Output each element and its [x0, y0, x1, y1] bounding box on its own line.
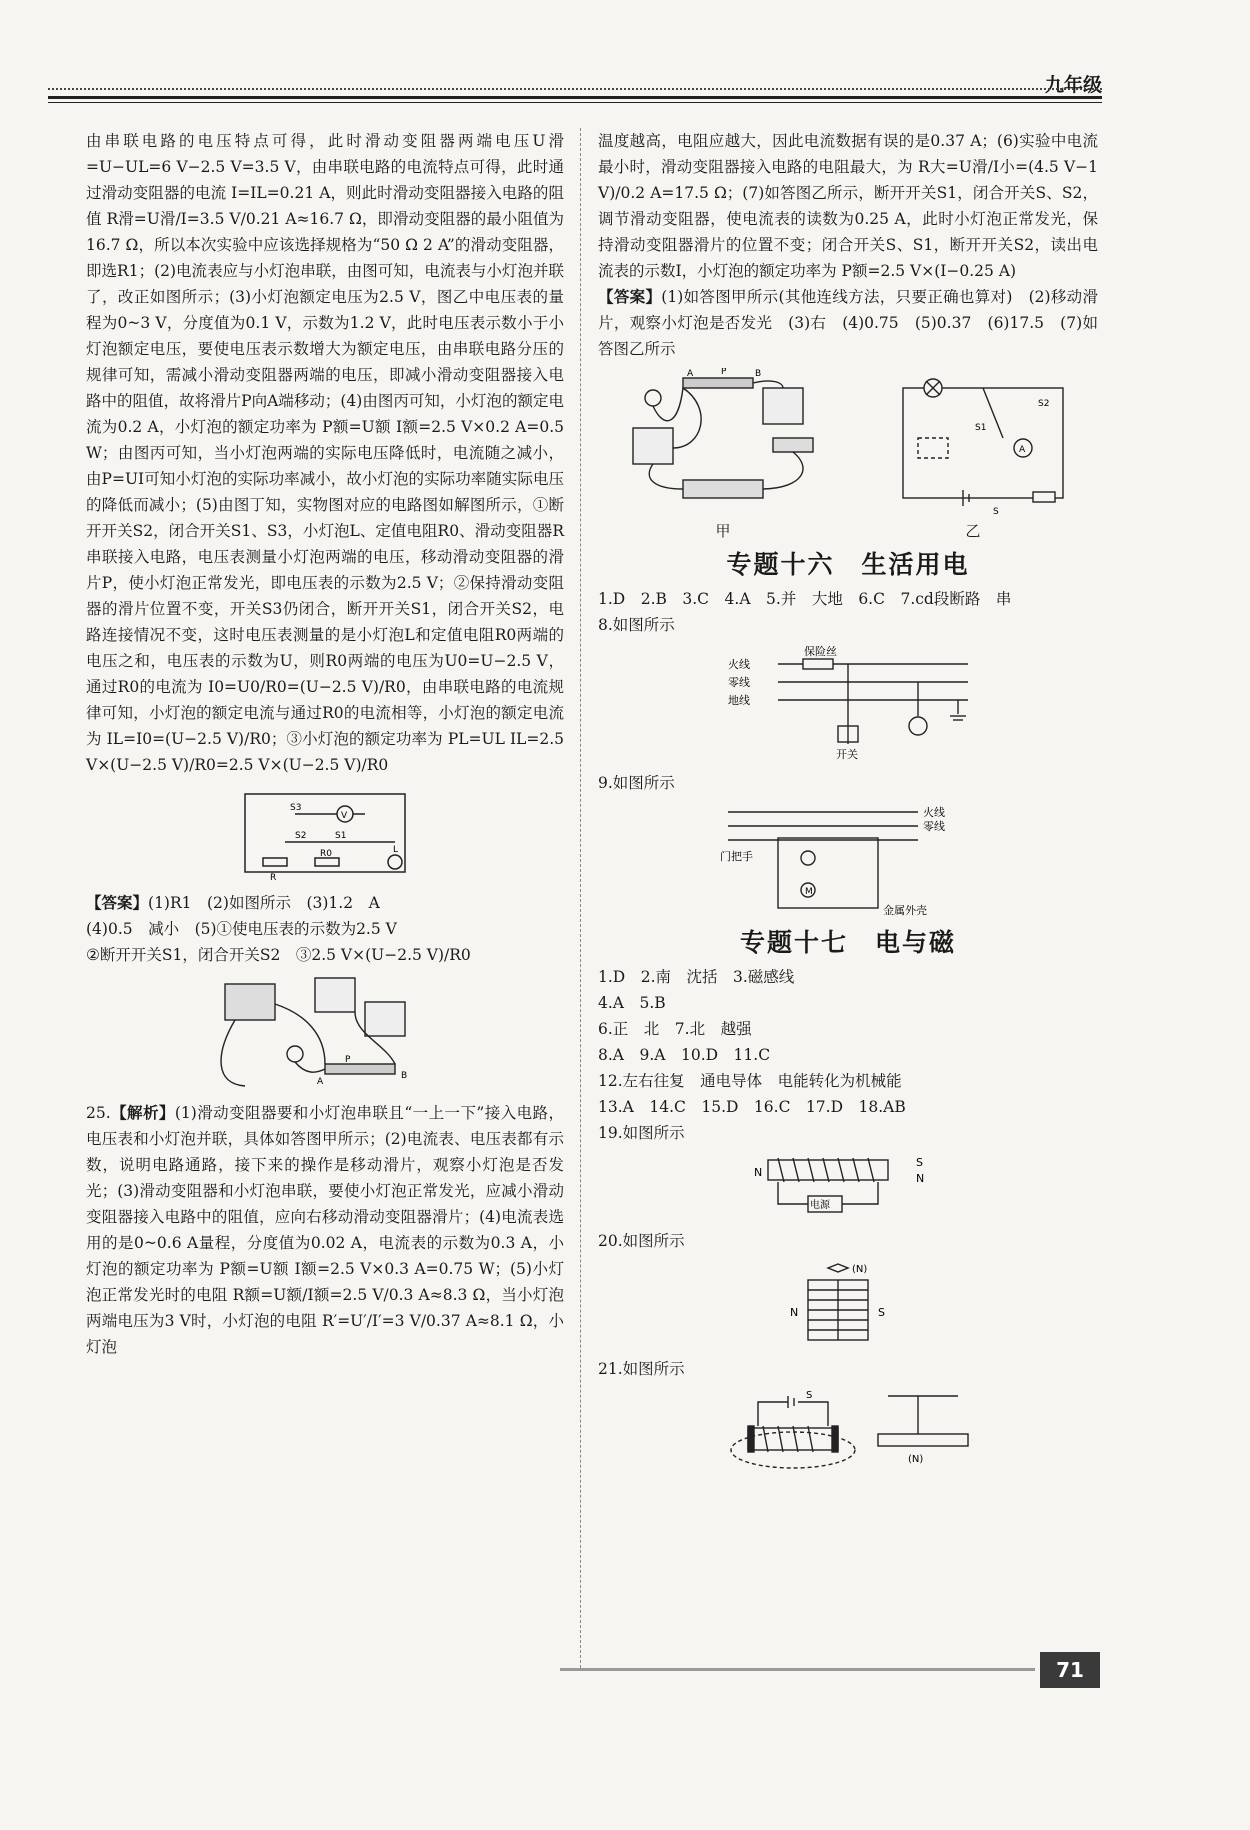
label-s-21: S	[806, 1390, 813, 1401]
label-n-21: (N)	[908, 1454, 924, 1465]
topic-17-line: 6.正 北 7.北 越强	[598, 1020, 752, 1038]
svg-text:R: R	[270, 873, 277, 883]
answer-text: (1)如答图甲所示(其他连线方法，只要正确也算对) (2)移动滑片，观察小灯泡是否发光 (3)右 (4)0.75 (5)0.37 (6)17.5 (7)如答图乙所示	[598, 288, 1098, 358]
grade-label: 九年级	[1044, 74, 1102, 96]
svg-text:A: A	[687, 369, 694, 379]
answer-tag: 【答案】	[598, 287, 662, 306]
svg-text:S1: S1	[975, 423, 987, 433]
header-dotted-rule	[48, 88, 1102, 90]
label-neutral-wire-9: 零线	[923, 820, 945, 833]
svg-text:L: L	[393, 845, 399, 855]
physical-circuit-illustration	[205, 974, 445, 1094]
label-power-source: 电源	[810, 1200, 830, 1211]
question-8: 8.如图所示	[598, 616, 675, 634]
figure-jia-physical-circuit	[623, 368, 843, 518]
answer-block-24	[86, 890, 564, 968]
header-rule	[48, 96, 1102, 99]
question-21: 21.如图所示	[598, 1360, 685, 1378]
question-9: 9.如图所示	[598, 774, 675, 792]
answer-line: ②断开开关S1，闭合开关S2 ③2.5 V×(U−2.5 V)/R0	[86, 946, 471, 964]
label-n2-19: N	[916, 1172, 925, 1185]
footer-rule	[560, 1668, 1035, 1671]
solution-text-25	[86, 1100, 564, 1360]
svg-text:S: S	[993, 507, 999, 517]
label-s-20: S	[878, 1306, 885, 1319]
analysis-text: (1)滑动变阻器要和小灯泡串联且“一上一下”接入电路，电压表和小灯泡并联，具体如答图甲所示；(2)电流表、电压表都有示数，说明电路通路，接下来的操作是移动滑片，观察小灯泡是否发光；(3)滑动变阻器和小灯泡串联，要使小灯泡正常发光，应减小滑动变阻器接入电路中的阻值，应向右移动滑动变阻器滑片；(4)电流表选用的是0~0.6 A量程，分度值为0.02 A，电流表的示数为0.3 A，小灯泡的额定功率为 P额=U额 I额=2.5 V×0.3 A=0.75 W；(5)小灯泡正常发光时的电阻 R额=U额/I额=2.5 V/0.3 A≈8.3 Ω，当小灯泡两端电压为3 V时，小灯泡的电阻 R′=U′/I′=3 V/0.37 A≈8.1 Ω，小灯泡	[86, 1104, 564, 1356]
svg-text:A: A	[1019, 445, 1026, 455]
label-ground-wire: 地线	[728, 694, 750, 707]
label-n-20: N	[790, 1306, 799, 1319]
label-fuse: 保险丝	[804, 645, 837, 658]
answer-line: (1)R1 (2)如图所示 (3)1.2 A	[148, 894, 380, 912]
topic-17-line: 12.左右往复 通电导体 电能转化为机械能	[598, 1072, 902, 1090]
topic-17-line: 8.A 9.A 10.D 11.C	[598, 1046, 771, 1064]
figure-captions	[598, 518, 1098, 544]
svg-text:M: M	[805, 887, 813, 897]
svg-text:S3: S3	[290, 803, 302, 813]
caption-jia: 甲	[715, 522, 731, 540]
topic-17-title: 专题十七 电与磁	[739, 928, 956, 957]
answer-figures-25	[598, 368, 1098, 518]
svg-text:A: A	[317, 1077, 324, 1087]
label-live-wire-9: 火线	[923, 806, 945, 819]
circuit-diagram-solution	[225, 784, 425, 884]
label-live-wire: 火线	[728, 658, 750, 671]
label-neutral-wire: 零线	[728, 676, 750, 689]
right-column	[598, 128, 1098, 1484]
analysis-tag: 【解析】	[110, 1103, 175, 1122]
header-rule-thin	[48, 102, 1102, 103]
answer-line: (4)0.5 减小 (5)①使电压表的示数为2.5 V	[86, 920, 397, 938]
answer-tag: 【答案】	[86, 893, 149, 912]
svg-text:S2: S2	[1038, 399, 1050, 409]
label-n-paren-20: (N)	[852, 1264, 868, 1275]
label-door-handle: 门把手	[720, 850, 753, 863]
topic-17-line: 13.A 14.C 15.D 16.C 17.D 18.AB	[598, 1098, 906, 1116]
svg-text:S2: S2	[295, 831, 307, 841]
question-number: 25.	[86, 1104, 111, 1122]
left-column	[86, 128, 564, 1360]
svg-text:V: V	[341, 811, 348, 821]
question-20: 20.如图所示	[598, 1232, 685, 1250]
topic-17-line: 19.如图所示	[598, 1124, 685, 1142]
column-divider	[580, 128, 581, 1668]
household-wiring-diagram-9	[718, 802, 978, 922]
answer-block-25	[598, 284, 1098, 362]
topic-17-line: 4.A 5.B	[598, 994, 666, 1012]
household-wiring-diagram-8	[718, 644, 978, 764]
solution-text-24: 由串联电路的电压特点可得，此时滑动变阻器两端电压U滑=U−UL=6 V−2.5 V=3.5 V，由串联电路的电流特点可得，此时通过滑动变阻器的电流 I=IL=0.21 A，则此时滑动变阻器接入电路的阻值 R滑=U滑/I=3.5 V/0.21 A≈16.7 Ω，即滑动变阻器的最小阻值为16.7 Ω，所以本次实验中应该选择规格为“50 Ω 2 A”的滑动变阻器，即选R1；(2)电流表应与小灯泡串联，由图可知，电流表与小灯泡并联了，改正如图所示；(3)小灯泡额定电压为2.5 V，图乙中电压表的量程为0~3 V，分度值为0.1 V，示数为1.2 V，此时电压表示数小于小灯泡额定电压，要使电压表示数增大为额定电压，由串联电路分压的规律可知，需减小滑动变阻器两端的电压，即减小滑动变阻器接入电路中的阻值，故将滑片P向A端移动；(4)由图丙可知，小灯泡的额定电流为0.2 A，小灯泡的额定功率为 P额=U额 I额=2.5 V×0.2 A=0.5 W；由图丙可知，当小灯泡两端的实际电压降低时，电流随之减小，由P=UI可知小灯泡的实际功率减小，故小灯泡的实际功率随实际电压的降低而减小；(5)由图丁知，实物图对应的电路图如解图所示，①断开开关S2，闭合开关S1、S3，小灯泡L、定值电阻R0、滑动变阻器R串联接入电路，电压表测量小灯泡两端的电压，移动滑动变阻器的滑片P，使小灯泡正常发光，即电压表的示数为2.5 V；②保持滑动变阻器的滑片位置不变，开关S3仍闭合，断开开关S1，闭合开关S2，电路连接情况不变，这时电压表测量的是小灯泡L和定值电阻R0两端的电压之和，电压表的示数为U，则R0两端的电压为U0=U−2.5 V，通过R0的电流为 I0=U0/R0=(U−2.5 V)/R0，由串联电路的电流规律可知，小灯泡的额定电流与通过R0的电流相等，小灯泡的额定电流为 IL=I0=(U−2.5 V)/R0；③小灯泡的额定功率为 PL=UL IL=2.5 V×(U−2.5 V)/R0=2.5 V×(U−2.5 V)/R0	[86, 132, 564, 774]
solenoid-diagram-19	[738, 1152, 958, 1222]
magnetic-field-diagram-20	[768, 1260, 928, 1350]
svg-text:P: P	[345, 1055, 351, 1065]
label-n-19: N	[754, 1166, 763, 1179]
caption-yi: 乙	[965, 522, 981, 540]
figure-yi-circuit-diagram	[893, 368, 1073, 518]
svg-text:P: P	[721, 368, 727, 377]
topic-16-title: 专题十六 生活用电	[726, 550, 970, 579]
svg-text:S1: S1	[335, 831, 347, 841]
page-number: 71	[1040, 1652, 1100, 1688]
electromagnet-diagram-21	[718, 1388, 978, 1478]
label-s-19: S	[916, 1156, 923, 1169]
solution-text-25-continued: 温度越高，电阻应越大，因此电流数据有误的是0.37 A；(6)实验中电流最小时，滑动变阻器接入电路的电阻最大，为 R大=U滑/I小=(4.5 V−1 V)/0.2 A=17.5 Ω；(7)如答图乙所示，断开开关S1，闭合开关S、S2，调节滑动变阻器，使电流表的读数为0.25 A，此时小灯泡正常发光，保持滑动变阻器滑片的位置不变；闭合开关S、S1，断开开关S2，读出电流表的示数I，小灯泡的额定功率为 P额=2.5 V×(I−0.25 A)	[598, 132, 1098, 280]
svg-text:R0: R0	[320, 849, 332, 859]
label-metal-shell: 金属外壳	[883, 904, 927, 917]
svg-text:B: B	[401, 1071, 408, 1081]
topic-17-line: 1.D 2.南 沈括 3.磁感线	[598, 968, 795, 986]
label-switch: 开关	[836, 748, 858, 761]
topic-16-answers: 1.D 2.B 3.C 4.A 5.并 大地 6.C 7.cd段断路 串	[598, 590, 1012, 608]
svg-text:B: B	[755, 369, 762, 379]
